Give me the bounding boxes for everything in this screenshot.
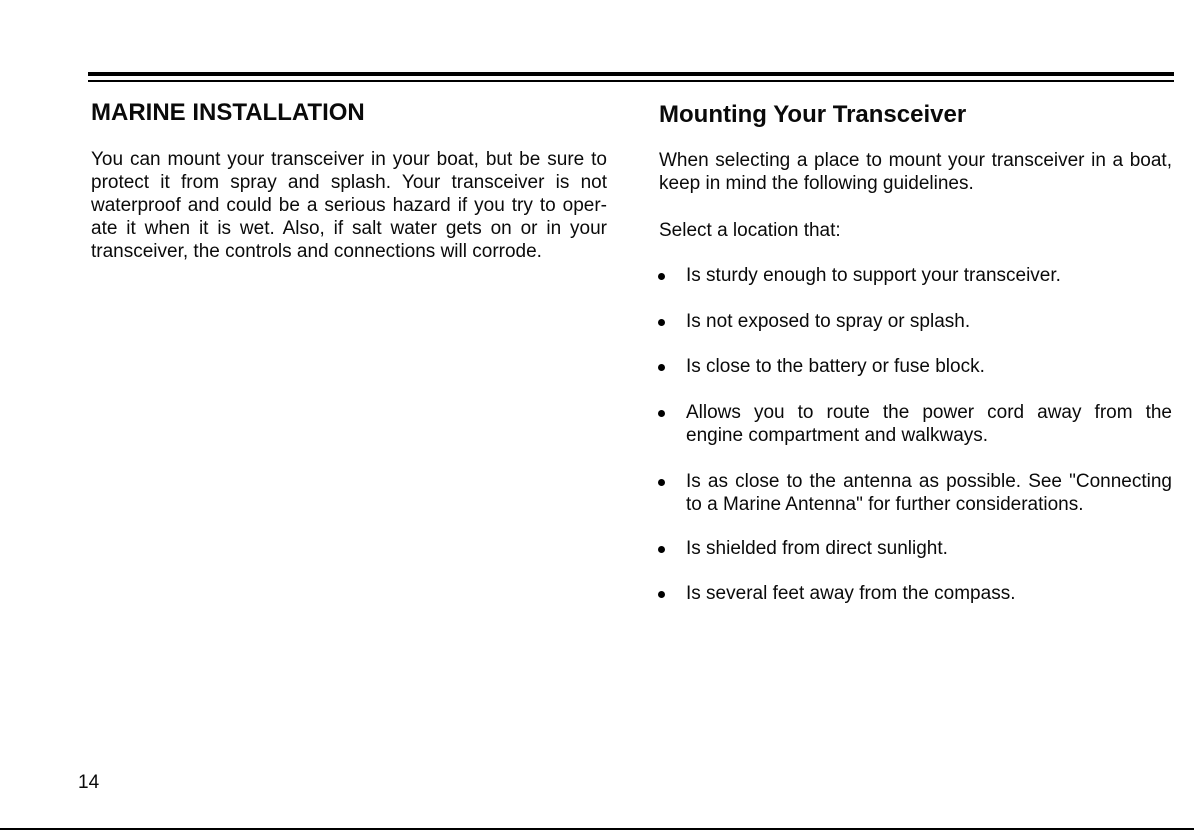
bullet-dot-icon	[658, 319, 665, 326]
intro-line: keep in mind the following guidelines.	[659, 173, 974, 194]
bullet-text-line: Is several feet away from the compass.	[686, 583, 1016, 604]
bullet-item	[658, 401, 1172, 447]
bullet-item	[658, 355, 1172, 401]
paragraph-line: ate it when it is wet. Also, if salt water gets on or in your	[91, 218, 607, 239]
paragraph-line: transceiver, the controls and connections will corrode.	[91, 241, 542, 262]
mounting-intro-paragraph	[659, 149, 1172, 195]
bottom-edge-rule	[0, 828, 1194, 830]
marine-installation-paragraph	[91, 148, 607, 263]
bullet-text-line: Is sturdy enough to support your transceiver.	[686, 265, 1061, 286]
bullet-text-line: Allows you to route the power cord away from the	[686, 402, 1172, 423]
top-rule-thick	[88, 72, 1174, 76]
bullet-item	[658, 537, 1172, 583]
bullet-text-line: Is as close to the antenna as possible. See "Connecting	[686, 471, 1172, 492]
bullet-text-line: Is close to the battery or fuse block.	[686, 356, 985, 377]
bullet-text	[686, 582, 1172, 605]
paragraph-line: protect it from spray and splash. Your transceiver is not	[91, 172, 607, 193]
bullet-text-line: to a Marine Antenna" for further considerations.	[686, 494, 1084, 515]
bullet-dot-icon	[658, 591, 665, 598]
intro-line: When selecting a place to mount your transceiver in a boat,	[659, 150, 1172, 171]
bullet-text	[686, 470, 1172, 516]
bullet-dot-icon	[658, 546, 665, 553]
paragraph-line: You can mount your transceiver in your boat, but be sure to	[91, 149, 607, 170]
bullet-text-line: Is not exposed to spray or splash.	[686, 311, 971, 332]
bullet-text	[686, 537, 1172, 560]
page-number: 14	[78, 772, 100, 793]
bullet-item	[658, 582, 1172, 628]
paragraph-line: waterproof and could be a serious hazard if you try to oper-	[91, 195, 607, 216]
top-rule-thin	[88, 80, 1174, 82]
bullet-text	[686, 264, 1172, 287]
bullet-item	[658, 470, 1172, 516]
section-heading-marine-installation: MARINE INSTALLATION	[91, 99, 365, 126]
bullet-text-line: Is shielded from direct sunlight.	[686, 538, 948, 559]
bullet-dot-icon	[658, 410, 665, 417]
bullet-text-line: engine compartment and walkways.	[686, 425, 989, 446]
bullet-text	[686, 401, 1172, 447]
bullet-dot-icon	[658, 364, 665, 371]
bullet-text	[686, 310, 1172, 333]
bullet-item	[658, 310, 1172, 356]
bullet-text	[686, 355, 1172, 378]
bullet-item	[658, 264, 1172, 310]
section-heading-mounting-transceiver: Mounting Your Transceiver	[659, 101, 967, 128]
location-lead-in: Select a location that:	[659, 220, 841, 241]
bullet-dot-icon	[658, 273, 665, 280]
bullet-dot-icon	[658, 479, 665, 486]
